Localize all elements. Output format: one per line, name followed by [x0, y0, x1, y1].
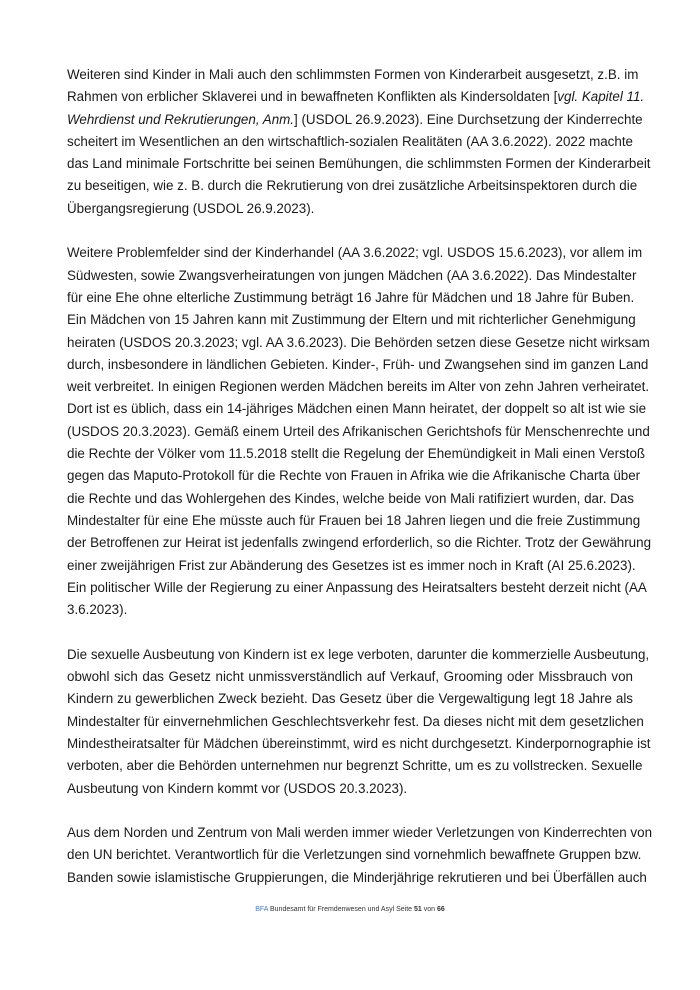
text-segment: 3.6.2023). [67, 602, 128, 618]
text-line [67, 153, 651, 175]
italic-text: Wehrdienst und Rekrutierungen, Anm. [67, 111, 295, 127]
footer-org: Bundesamt für Fremdenwesen und Asyl [270, 906, 395, 913]
text-line [67, 688, 633, 710]
text-segment: Übergangsregierung (USDOL 26.9.2023). [67, 200, 315, 216]
paragraph [67, 822, 653, 889]
text-segment: Mindestheiratsalter für Mädchen übereinstimmt, wird es nicht durchgesetzt. Kinderpornographie ist [67, 735, 651, 751]
text-segment: Ausbeutung von Kindern kommt vor (USDOS 20.3.2023). [67, 780, 408, 796]
text-segment: zu beseitigen, wie z. B. durch die Rekrutierung von drei zusätzliche Arbeitsinspektoren durch die [67, 178, 638, 194]
text-line [67, 64, 639, 86]
text-line [67, 778, 633, 800]
text-segment: Kindern zu gewerblichen Zweck bezieht. Das Gesetz über die Vergewaltigung legt 18 Jahre als [67, 691, 633, 707]
text-segment: Dort ist es üblich, dass ein 14-jähriges Mädchen einen Mann heiratet, der doppelt so alt ist wie sie [67, 401, 647, 417]
text-segment: ] (USDOL 26.9.2023). Eine Durchsetzung der Kinderrechte [294, 111, 643, 127]
text-line [67, 532, 652, 554]
text-segment: durch, insbesondere in ländlichen Gebieten. Kinder-, Früh- und Zwangsehen sind im ganzen Land [67, 356, 649, 372]
text-line [67, 131, 633, 153]
text-line [67, 644, 650, 666]
text-segment: scheitert im Wesentlichen an den wirtschaftlich-sozialen Realitäten (AA 3.6.2022). 2022 machte [67, 133, 633, 149]
italic-text: vgl. Kapitel 11. [557, 89, 645, 105]
text-segment: Weiteren sind Kinder in Mali auch den schlimmsten Formen von Kinderarbeit ausgesetzt, z.B. im [67, 67, 639, 82]
text-segment: Südwesten, sowie Zwangsverheiratungen von jungen Mädchen (AA 3.6.2022). Das Mindestalter [67, 267, 637, 283]
text-line [67, 332, 650, 354]
text-segment: den UN berichtet. Verantwortlich für die Verletzungen sind vornehmlich bewaffnete Gruppen bzw. [67, 847, 642, 863]
text-line [67, 666, 633, 688]
text-line [67, 443, 646, 465]
text-line [67, 376, 650, 398]
text-segment: Weitere Problemfelder sind der Kinderhandel (AA 3.6.2022; vgl. USDOS 15.6.2023), vor allem im [67, 245, 643, 261]
text-line [67, 265, 637, 287]
text-segment: einer zweijährigen Frist zur Abänderung des Gesetzes ist es immer noch in Kraft (AI 25.6.2023). [67, 557, 636, 573]
text-segment: Ein Mädchen von 15 Jahren kann mit Zustimmung der Eltern und mit richterlicher Genehmigung [67, 312, 636, 328]
text-segment: Mindestalter für einvernehmlichen Geschlechtsverkehr fest. Da dieses nicht mit dem gesetzlichen [67, 713, 644, 729]
bfa-logo: BFA [255, 906, 269, 913]
text-segment: die Rechte der Völker vom 11.5.2018 stellt die Regelung der Ehemündigkeit in Mali einen Verstoß [67, 446, 646, 462]
text-line [67, 867, 647, 889]
text-segment: Mindestalter für eine Ehe müsste auch für Frauen bei 18 Jahren liegen und die freie Zustimmung [67, 512, 641, 528]
text-line [67, 465, 641, 487]
document-body [67, 64, 653, 911]
page-total: 66 [437, 906, 445, 913]
paragraph [67, 242, 652, 621]
text-segment: der Betroffenen zur Heirat ist jedenfalls zwingend erforderlich, so die Richter. Trotz der Gewährung [67, 535, 652, 551]
page-footer [0, 906, 700, 913]
text-line [67, 175, 638, 197]
text-segment: Aus dem Norden und Zentrum von Mali werden immer wieder Verletzungen von Kinderrechten von [67, 825, 653, 841]
text-line [67, 822, 653, 844]
text-segment: für eine Ehe ohne elterliche Zustimmung beträgt 16 Jahre für Mädchen und 18 Jahre für Buben. [67, 289, 635, 305]
text-line [67, 309, 636, 331]
text-line [67, 242, 643, 264]
text-line [67, 287, 633, 309]
text-line [67, 733, 651, 755]
text-line [67, 398, 647, 420]
text-segment: heiraten (USDOS 20.3.2023; vgl. AA 3.6.2023). Die Behörden setzen diese Gesetze nicht wirksam [67, 334, 650, 350]
text-line [67, 354, 649, 376]
text-line [67, 755, 643, 777]
text-line [67, 577, 647, 599]
text-segment: Rahmen von erblicher Sklaverei und in bewaffneten Konflikten als Kindersoldaten [ [67, 89, 558, 105]
text-line [67, 86, 645, 108]
text-segment: Banden sowie islamistische Gruppierungen, die Minderjährige rekrutieren und bei Überfällen auch [67, 869, 647, 885]
text-segment: das Land minimale Fortschritte bei seinen Bemühungen, die schlimmsten Formen der Kinderarbeit [67, 156, 651, 172]
text-line [67, 421, 650, 443]
text-line [67, 488, 633, 510]
text-line [67, 109, 643, 131]
footer-page-label: Seite [396, 906, 413, 913]
paragraph [67, 644, 651, 800]
text-segment: obwohl sich das Gesetz nicht unmissverständlich auf Verkauf, Grooming oder Missbrauch von [67, 669, 633, 685]
paragraph [67, 64, 651, 220]
text-segment: (USDOS 20.3.2023). Gemäß einem Urteil des Afrikanischen Gerichtshofs für Menschenrechte und [67, 423, 650, 439]
text-segment: verboten, aber die Behörden unternehmen nur begrenzt Schritte, um es zu vollstrecken. Sexuelle [67, 758, 643, 774]
text-segment: die Rechte und das Wohlergehen des Kindes, welche beide von Mali ratifiziert wurden, dar. Das [67, 490, 634, 506]
text-line [67, 711, 644, 733]
text-line [67, 555, 636, 577]
footer-of-label: von [423, 906, 436, 913]
page-number: 51 [414, 906, 422, 913]
text-segment: weit verbreitet. In einigen Regionen werden Mädchen bereits im Alter von zehn Jahren verheiratet. [67, 379, 650, 395]
text-segment: Ein politischer Wille der Regierung zu einer Anpassung des Heiratsalters besteht derzeit nicht (AA [67, 579, 647, 595]
text-line [67, 510, 641, 532]
text-segment: gegen das Maputo-Protokoll für die Rechte von Frauen in Afrika wie die Afrikanische Charta über [67, 468, 641, 484]
text-segment: Die sexuelle Ausbeutung von Kindern ist ex lege verboten, darunter die kommerzielle Ausbeutung, [67, 646, 650, 662]
text-line [67, 198, 633, 220]
text-line [67, 844, 642, 866]
text-line [67, 599, 633, 621]
